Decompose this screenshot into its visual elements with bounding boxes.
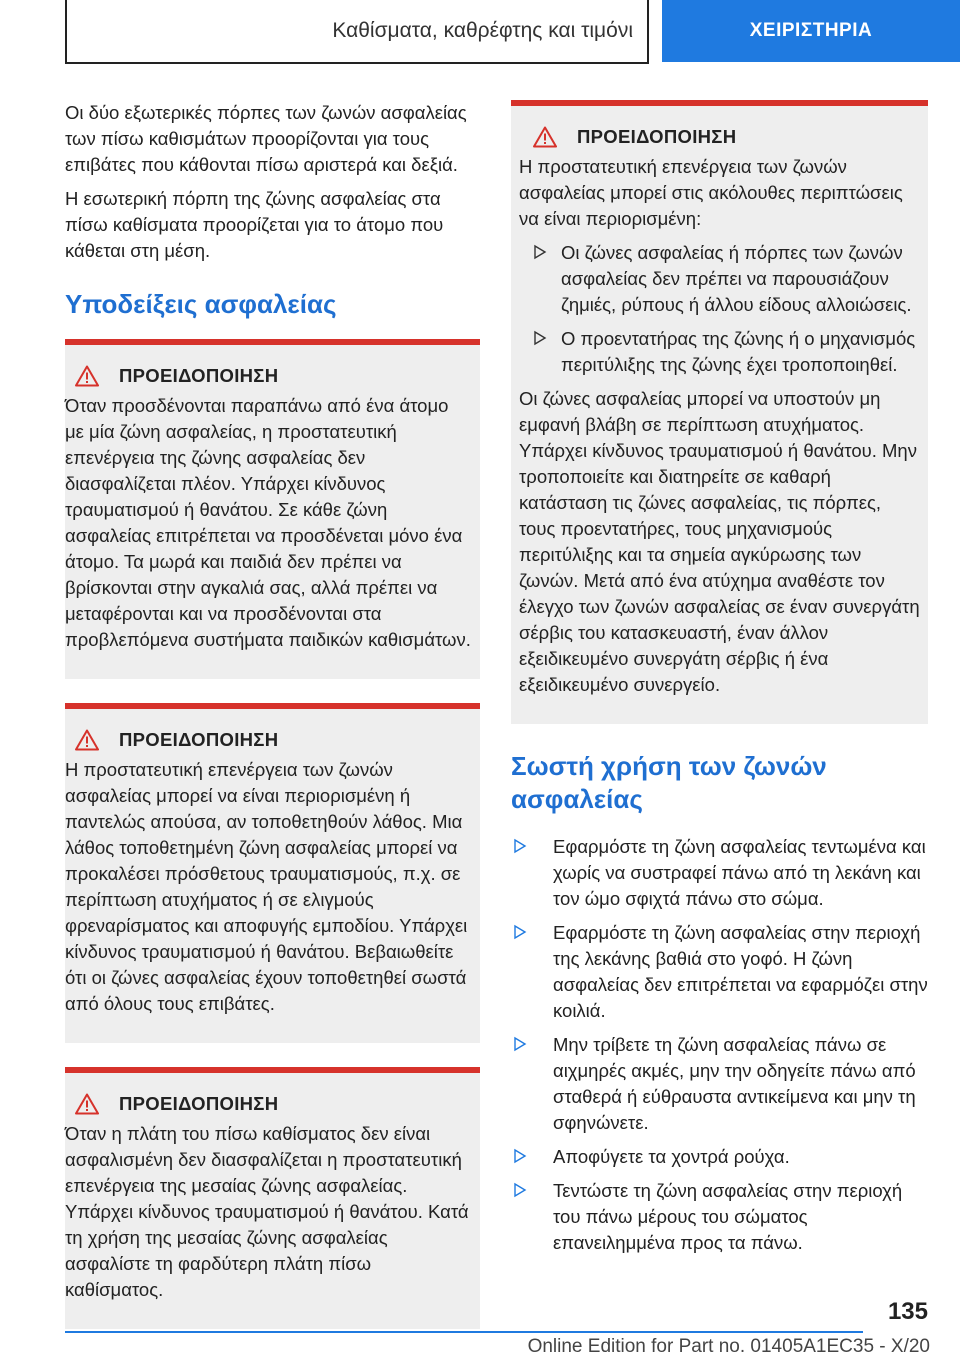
usage-list <box>511 834 928 1256</box>
triangle-bullet-icon <box>513 924 527 940</box>
warning-box <box>511 100 928 724</box>
triangle-bullet-icon <box>533 330 547 346</box>
warning-triangle-icon <box>75 729 99 751</box>
warning-triangle-icon <box>75 1093 99 1115</box>
warning-list <box>519 240 920 378</box>
list-item: Οι ζώνες ασφαλείας ή πόρπες των ζωνών ασφαλείας δεν πρέπει να παρουσιάζουν ζημιές, ρύπους ή άλλου είδους αλλοιώσεις. <box>519 240 920 318</box>
section-heading-correct-use: Σωστή χρήση των ζωνών ασφαλείας <box>511 751 827 814</box>
chapter-title: Καθίσματα, καθρέφτης και τιμόνι <box>332 19 633 42</box>
triangle-bullet-icon <box>533 244 547 260</box>
warning-text: Όταν προσδένονται παραπάνω από ένα άτομο με μία ζώνη ασφαλείας, η προστατευτική επενέργεια της ζώνης ασφαλείας δεν διασφαλίζεται πλέον. Υπάρχει κίνδυνος τραυματισμού ή θανάτου. Σε κάθε ζώνη ασφαλείας επιτρέπεται να προσδένεται μόνο ένα άτομο. Τα μωρά και παιδιά δεν πρέπει να βρίσκονται στην αγκαλιά σας, αλλά πρέπει να μεταφέρονται και να προσδένονται στα προβλεπόμενα συστήματα παιδικών καθισμάτων. <box>65 395 471 650</box>
intro-paragraph: Οι δύο εξωτερικές πόρπες των ζωνών ασφαλείας των πίσω καθισμάτων προορίζονται για τους επιβάτες που κάθονται πίσω αριστερά και δεξιά. <box>65 102 467 175</box>
warning-triangle-icon <box>533 126 557 148</box>
warning-title <box>65 1093 472 1115</box>
list-item: Τεντώστε τη ζώνη ασφαλείας στην περιοχή του πάνω μέρους του σώματος επανειλημμένα προς τα πάνω. <box>511 1178 928 1256</box>
warning-text: Όταν η πλάτη του πίσω καθίσματος δεν είναι ασφαλισμένη δεν διασφαλίζεται η προστατευτική επενέργεια της μεσαίας ζώνης ασφαλείας. Υπάρχει κίνδυνος τραυματισμού ή θανάτου. Κατά τη χρήση της μεσαίας ζώνης ασφαλείας ασφαλίστε τη φαρδύτερη πλάτη πίσω καθίσματος. <box>65 1123 469 1300</box>
warning-intro: Η προστατευτική επενέργεια των ζωνών ασφαλείας μπορεί στις ακόλουθες περιπτώσεις να είναι περιορισμένη: <box>519 156 903 229</box>
warning-title-text: ΠΡΟΕΙΔΟΠΟΙΗΣΗ <box>119 1093 279 1114</box>
page-number: 135 <box>887 1298 928 1325</box>
triangle-bullet-icon <box>513 838 527 854</box>
triangle-bullet-icon <box>513 1182 527 1198</box>
list-item: Μην τρίβετε τη ζώνη ασφαλείας πάνω σε αιχμηρές ακμές, μην την οδηγείτε πάνω από σταθερά ή εύθραυστα αντικείμενα και μην τη σφηνώνετε. <box>511 1032 928 1136</box>
footer-divider <box>65 1331 863 1333</box>
header-chapter <box>65 0 649 64</box>
footer-edition: Online Edition for Part no. 01405A1EC35 - X/20 <box>527 1336 930 1357</box>
warning-title <box>65 729 472 751</box>
warning-box <box>65 1067 480 1329</box>
triangle-bullet-icon <box>513 1036 527 1052</box>
list-item: Εφαρμόστε τη ζώνη ασφαλείας τεντωμένα και χωρίς να συστραφεί πάνω από τη λεκάνη και τον ώμο σφιχτά πάνω στο σώμα. <box>511 834 928 912</box>
list-item: Αποφύγετε τα χοντρά ρούχα. <box>511 1144 928 1170</box>
warning-title <box>519 126 920 148</box>
warning-title-text: ΠΡΟΕΙΔΟΠΟΙΗΣΗ <box>119 365 279 386</box>
right-column <box>511 100 928 1264</box>
triangle-bullet-icon <box>513 1148 527 1164</box>
warning-title <box>65 365 472 387</box>
warning-title-text: ΠΡΟΕΙΔΟΠΟΙΗΣΗ <box>119 729 279 750</box>
left-column <box>65 100 480 1329</box>
warning-box <box>65 339 480 679</box>
list-item: Εφαρμόστε τη ζώνη ασφαλείας στην περιοχή της λεκάνης βαθιά στο γοφό. Η ζώνη ασφαλείας δεν επιτρέπεται να εφαρμόζει στην κοιλιά. <box>511 920 928 1024</box>
list-item: Ο προεντατήρας της ζώνης ή ο μηχανισμός περιτύλιξης της ζώνης έχει τροποποιηθεί. <box>519 326 920 378</box>
warning-title-text: ΠΡΟΕΙΔΟΠΟΙΗΣΗ <box>577 126 737 147</box>
intro-paragraph: Η εσωτερική πόρπη της ζώνης ασφαλείας στα πίσω καθίσματα προορίζεται για το άτομο που κάθεται στη μέση. <box>65 188 444 261</box>
warning-triangle-icon <box>75 365 99 387</box>
section-heading-safety: Υποδείξεις ασφαλείας <box>65 289 337 319</box>
warning-text: Η προστατευτική επενέργεια των ζωνών ασφαλείας μπορεί να είναι περιορισμένη ή παντελώς απούσα, αν τοποθετηθούν λάθος. Μια λάθος τοποθετημένη ζώνη ασφαλείας μπορεί να προκαλέσει πρόσθετους τραυματισμούς, π.χ. σε περίπτωση ατυχήματος ή σε ελιγμούς φρεναρίσματος και αποφυγής εμποδίου. Υπάρχει κίνδυνος τραυματισμού ή θανάτου. Βεβαιωθείτε ότι οι ζώνες ασφαλείας έχουν τοποθετηθεί σωστά από όλους τους επιβάτες. <box>65 759 468 1014</box>
section-title: ΧΕΙΡΙΣΤΗΡΙΑ <box>749 20 873 41</box>
header-section-tab[interactable] <box>662 0 960 62</box>
warning-box <box>65 703 480 1043</box>
warning-outro: Οι ζώνες ασφαλείας μπορεί να υποστούν μη εμφανή βλάβη σε περίπτωση ατυχήματος. Υπάρχει κίνδυνος τραυματισμού ή θανάτου. Μην τροποποιείτε και διατηρείτε σε καθαρή κατάσταση τις ζώνες ασφαλείας, τις πόρπες, τους προεντατήρες, τους μηχανισμούς περιτύλιξης και τα σημεία αγκύρωσης των ζωνών. Μετά από ένα ατύχημα αναθέστε τον έλεγχο των ζωνών ασφαλείας σε έναν συνεργάτη σέρβις του κατασκευαστή, έναν άλλον εξειδικευμένο συνεργάτη σέρβις ή ένα εξειδικευμένο συνεργείο. <box>519 388 920 695</box>
